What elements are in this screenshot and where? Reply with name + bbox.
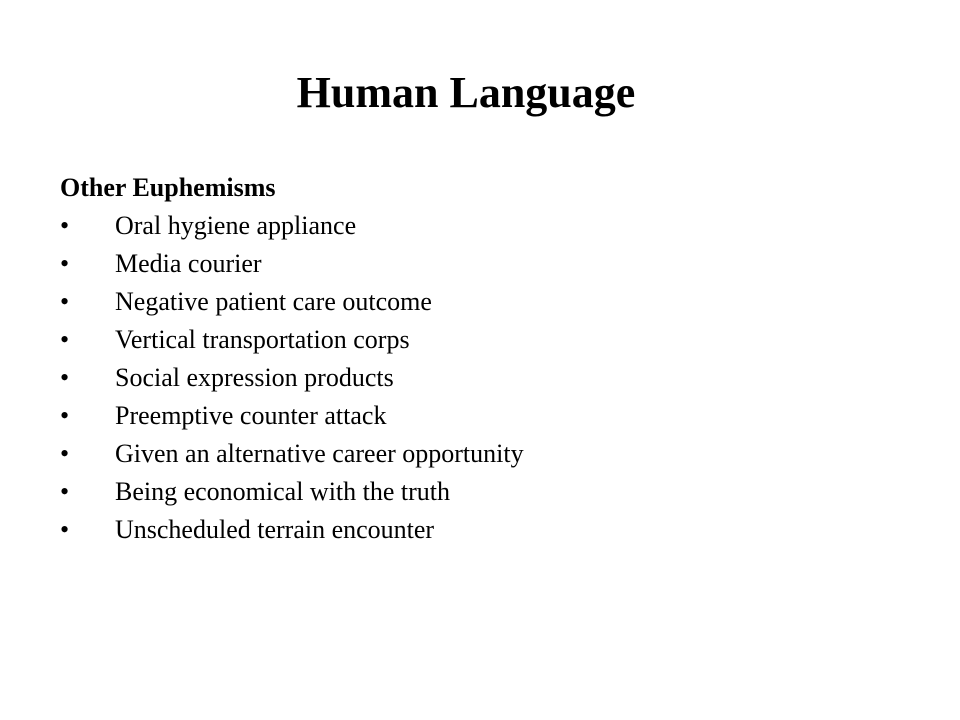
bullet-icon: • (60, 211, 70, 240)
bullet-icon: • (60, 515, 70, 544)
list-item-text: Social expression products (115, 363, 394, 392)
bullet-icon: • (60, 401, 70, 430)
list-item (60, 245, 920, 283)
bullet-icon: • (60, 325, 70, 354)
list-item-text: Unscheduled terrain encounter (115, 515, 435, 544)
slide-title: Human Language (296, 68, 636, 117)
slide-content (60, 169, 920, 549)
list-item (60, 321, 920, 359)
list-item (60, 473, 920, 511)
list-item-text: Oral hygiene appliance (115, 211, 357, 240)
list-item-text: Preemptive counter attack (115, 401, 387, 430)
bullet-icon: • (60, 287, 70, 316)
bullet-icon: • (60, 249, 70, 278)
list-item (60, 283, 920, 321)
list-item (60, 511, 920, 549)
bullet-icon: • (60, 477, 70, 506)
list-item-text: Being economical with the truth (115, 477, 451, 506)
section-heading: Other Euphemisms (60, 173, 276, 202)
euphemism-list (60, 207, 920, 549)
list-item-text: Given an alternative career opportunity (115, 439, 524, 468)
list-item (60, 207, 920, 245)
list-item-text: Negative patient care outcome (115, 287, 432, 316)
list-item (60, 359, 920, 397)
bullet-icon: • (60, 439, 70, 468)
list-item-text: Vertical transportation corps (115, 325, 410, 354)
list-item (60, 435, 920, 473)
bullet-icon: • (60, 363, 70, 392)
list-item (60, 397, 920, 435)
list-item-text: Media courier (115, 249, 262, 278)
